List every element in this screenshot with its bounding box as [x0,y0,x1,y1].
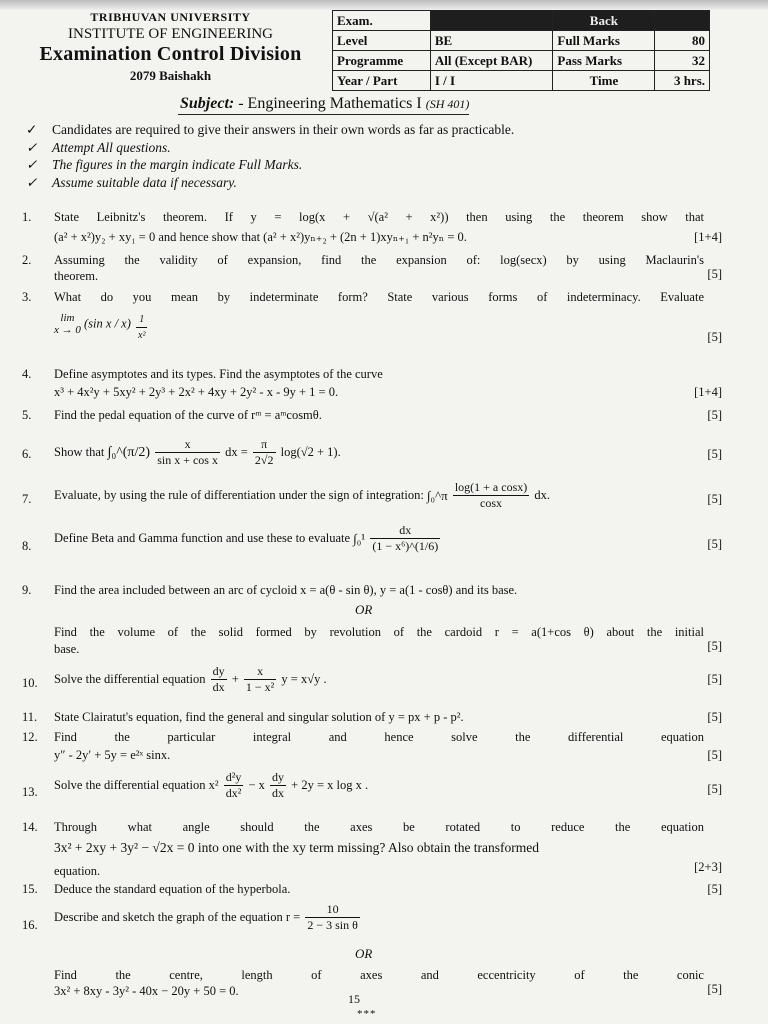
info-number: 80 [655,31,710,51]
q3-power [136,312,147,343]
page-number: 15 [348,992,360,1006]
q10-body: Solve the differential equation $\frac{dy}{dx}$ + $\frac{x}{\text{1 − x²}}$ y = x√y . [54,664,327,694]
q3-expression: (sin x / x) [84,316,131,331]
q13-a-den: dx² [225,786,242,800]
question-text: Evaluate, by using the rule of differentiation under the sign of integration: [54,488,424,502]
question-number: 13. [22,785,38,799]
q13-mid: − x [248,778,265,792]
or-separator: OR [355,602,373,617]
question-text: Find the centre, length of axes and eccentricity of the conic [54,968,704,982]
instruction-item [26,139,514,157]
q7-dx: dx. [534,488,550,502]
info-label: Back [553,11,655,31]
q16-fraction [305,902,360,933]
question-marks: [5] [707,882,722,896]
question-number: 10. [22,676,38,690]
q6-body: Show that ∫₀^(π/2) $\frac{x}{\text{sin x + cos x}}$ dx = $\frac{\pi}{2√2}$ log(√2 + 1). [54,437,341,467]
q3-power-num: 1 [136,312,147,328]
info-value: BE [430,31,553,51]
instruction-item [26,121,514,139]
q8-num: dx [370,523,440,539]
q10-b-num: x [244,664,276,680]
question-marks: [1+4] [694,385,722,399]
instruction-text: Assume suitable data if necessary. [52,174,237,190]
question-number: 11. [22,710,38,724]
scan-top-band [0,0,768,10]
q10-fraction-a [211,664,227,695]
question-text: 3x² + 8xy - 3y² - 40x − 20y + 50 = 0. [54,984,239,998]
info-key: Year / Part [333,71,431,91]
q13-fraction-b [270,770,286,801]
question-text: Assuming the validity of expansion, find the expansion of: log(secx) by using Maclaurin's [54,253,704,267]
q8-integral: ∫₀¹ [353,531,366,546]
question-text: theorem. [54,269,99,283]
q13-b-num: dy [272,770,285,784]
exam-info-table [332,10,710,91]
question-text: equation. [54,864,101,878]
question-text: Through what angle should the axes be rotated to reduce the equation [54,820,704,834]
question-text: Define Beta and Gamma function and use these to evaluate [54,531,351,545]
question-marks: [5] [707,330,722,344]
q16-num: 10 [305,902,360,918]
q13-fraction-a [224,770,244,801]
question-number: 4. [22,367,32,381]
q13-body [54,770,704,801]
q10-a-den: dx [212,680,225,694]
subject-label: Subject: [180,95,235,112]
q7-fraction [453,480,529,511]
q7-num: log(1 + a cosx) [454,480,528,494]
question-text: Find the area included between an arc of cycloid x = a(θ - sin θ), y = a(1 - cosθ) and its base. [54,583,518,597]
q7-integral: ∫₀^π [426,488,448,503]
check-icon: ✓ [26,139,38,155]
question-text: Solve the differential equation [54,778,206,792]
q7-body [54,480,704,511]
q8-fraction [370,523,440,554]
q6-rhs-log: log(√2 + 1). [280,445,341,459]
check-icon: ✓ [26,157,38,172]
question-marks: [5] [707,492,722,506]
question-marks: [5] [707,447,722,461]
question-text: Solve the differential equation [54,672,206,686]
question-text: Find the volume of the solid formed by revolution of the cardoid r = a(1+cos θ) about the initial [54,625,704,639]
question-text: y″ - 2y′ + 5y = e²ˣ sinx. [54,748,171,762]
info-number: 32 [655,51,710,71]
q8-body [54,523,704,554]
instruction-item [26,156,514,174]
check-icon: ✓ [26,122,38,137]
question-text: State Clairatut's equation, find the general and singular solution of y = px + p - p². [54,710,464,724]
question-marks: [5] [707,982,722,996]
question-number: 8. [22,539,32,553]
question-text: base. [54,642,80,656]
question-number: 15. [22,882,38,896]
division-name: Examination Control Division [39,43,302,65]
institute-name: INSTITUTE OF ENGINEERING [68,26,273,42]
university-name: TRIBHUVAN UNIVERSITY [90,10,251,24]
q8-den: (1 − x⁶)^(1/6) [372,539,439,553]
info-row-level [333,31,710,51]
info-key: Exam. [333,11,431,31]
question-marks: [5] [707,782,722,796]
q16-den: 2 − 3 sin θ [307,918,358,932]
question-text: Define asymptotes and its types. Find the asymptotes of the curve [54,367,383,381]
q10-a-num: dy [212,664,225,678]
q3-lim: lim [60,312,75,324]
info-row-exam [333,11,710,31]
question-marks: [2+3] [694,860,722,874]
info-value: All (Except BAR) [430,51,553,71]
instruction-text: The figures in the margin indicate Full Marks. [52,157,303,172]
q6-rhs-fraction [253,437,276,468]
instruction-text: Candidates are required to give their answers in their own words as far as practicable. [52,122,515,137]
question-number: 1. [22,210,32,224]
question-marks: [5] [707,672,722,686]
q13-a-num: d²y [225,770,242,784]
q7-den: cosx [480,496,503,510]
q3-lim-sub: x → 0 [54,324,81,336]
info-label: Full Marks [553,31,655,51]
question-text: Show that [54,445,105,459]
question-text: Find the pedal equation of the curve of rᵐ = aᵐcosmθ. [54,408,322,422]
question-number: 3. [22,290,32,304]
question-marks: [5] [707,748,722,762]
q16-pre: r = [285,910,301,924]
subject-name: - Engineering Mathematics I [238,95,422,112]
question-marks: [1+4] [694,230,722,244]
q3-power-den: x² [138,330,146,341]
question-number: 5. [22,408,32,422]
question-text: (a² + x²)y₂ + xy₁ = 0 and hence show that (a² + x²)yₙ₊₂ + (2n + 1)xyₙ₊₁ + n²yₙ = 0. [54,230,467,244]
question-marks: [5] [707,537,722,551]
q6-integral: ∫₀^(π/2) [107,445,151,460]
question-text: 3x² + 2xy + 3y² − √2x = 0 into one with the xy term missing? Also obtain the transformed [54,840,540,855]
subject-code: (SH 401) [425,97,470,111]
question-text: State Leibnitz's theorem. If y = log(x + √(a² + x²)) then using the theorem show that [54,210,704,224]
q13-rhs: + 2y = x log x . [291,778,369,792]
question-number: 12. [22,730,38,744]
info-value [430,11,553,31]
or-separator: OR [355,946,373,961]
q10-b-den: 1 − x² [245,680,275,694]
info-row-programme [333,51,710,71]
question-text: Deduce the standard equation of the hyperbola. [54,882,291,896]
question-number: 7. [22,492,32,506]
info-number [655,11,710,31]
info-label: Time [553,71,655,91]
q6-fraction [155,437,220,468]
question-marks: [5] [707,710,722,724]
instructions-list [26,121,514,191]
info-row-year [333,71,710,91]
info-label: Pass Marks [553,51,655,71]
check-icon: ✓ [26,174,38,190]
q6-rhs-num: π [253,437,276,453]
q6-den: sin x + cos x [157,453,218,467]
question-text: Find the particular integral and hence solve the differential equation [54,730,704,744]
q13-pre: x² [208,778,219,792]
q10-fraction-b [244,664,276,695]
q13-b-den: dx [272,786,285,800]
q3-limit-expression [54,312,254,343]
question-text: Describe and sketch the graph of the equation [54,910,283,924]
q16-body [54,902,704,933]
q10-rhs: y = x√y . [281,672,327,686]
question-number: 2. [22,253,32,267]
subject-line [178,95,469,115]
info-key: Programme [333,51,431,71]
question-marks: [5] [707,267,722,281]
question-number: 9. [22,583,32,597]
info-number: 3 hrs. [655,71,710,91]
info-value: I / I [430,71,553,91]
info-key: Level [333,31,431,51]
question-number: 6. [22,447,32,461]
question-text: x³ + 4x²y + 5xy² + 2y³ + 2x² + 4xy + 2y² - x - 9y + 1 = 0. [54,385,339,399]
question-marks: [5] [707,408,722,422]
instruction-text: Attempt All questions. [52,139,171,155]
q6-num: x [155,437,220,453]
question-number: 14. [22,820,38,834]
question-number: 16. [22,918,38,932]
instruction-item [26,174,514,192]
question-text: What do you mean by indeterminate form? State various forms of indeterminacy. Evaluate [54,290,704,304]
q6-rhs-den: 2√2 [254,453,274,467]
end-stars: *** [357,1008,377,1020]
exam-header [18,10,323,84]
question-marks: [5] [707,639,722,653]
exam-year: 2079 Baishakh [129,68,212,83]
